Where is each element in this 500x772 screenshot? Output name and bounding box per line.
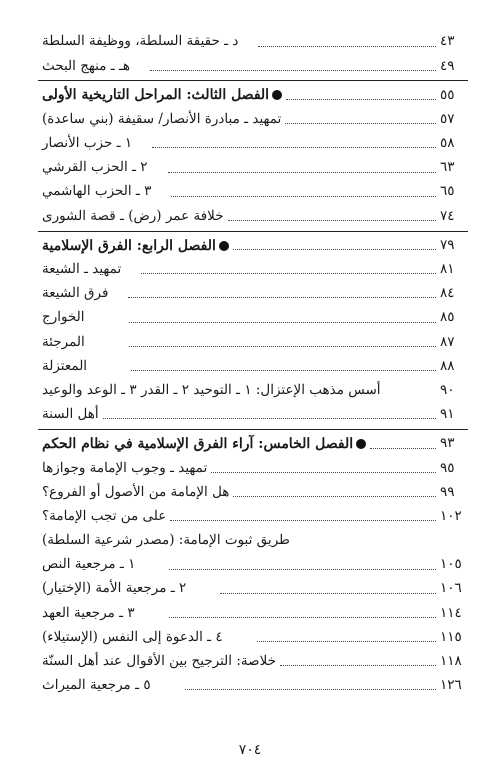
toc-entry-title: تمهيد ـ مبادرة الأنصار/ سقيفة (بني ساعدة) (42, 110, 282, 127)
toc-entry-page: ٥٨ (440, 135, 455, 152)
toc-entry-title: على من تجب الإمامة؟ (42, 507, 167, 524)
toc-entry (38, 456, 468, 480)
dot-leader (169, 617, 436, 618)
dot-leader (370, 448, 436, 449)
chapter-title: الفصل الثالث: المراحل التاريخية الأولى (42, 87, 270, 104)
dot-leader (233, 249, 436, 250)
toc-entry-page: ٨٧ (440, 333, 455, 350)
toc-entry-page: ٩٠ (440, 381, 455, 398)
dot-leader (171, 196, 436, 197)
toc-entry-page: ١٠٦ (440, 580, 462, 597)
toc-entry (38, 30, 468, 54)
toc-entry-page: ٨٥ (440, 309, 455, 326)
toc-entry-page: ٤٩ (440, 57, 455, 74)
toc-entry-title: هـ ـ منهج البحث (42, 57, 131, 74)
toc-entry-title: الخوارج (42, 309, 85, 326)
bullet-icon (219, 241, 229, 251)
toc-entry-title: ١ ـ مرجعية النص (42, 556, 136, 573)
chapter-title: الفصل الرابع: الفرق الإسلامية (42, 237, 216, 254)
toc-entry-title: هل الإمامة من الأصول أو الفروع؟ (42, 483, 230, 500)
section-divider (38, 231, 468, 232)
toc-chapter (38, 432, 468, 456)
dot-leader (220, 593, 436, 594)
dot-leader (233, 496, 436, 497)
toc-entry-title: تمهيد ـ وجوب الإمامة وجوازها (42, 459, 208, 476)
toc-entry-page: ٧٩ (440, 236, 455, 253)
toc-entry-page: ١١٤ (440, 604, 462, 621)
toc-entry-title: المعتزلة (42, 357, 88, 374)
toc-entry-title: أهل السنة (42, 406, 99, 423)
dot-leader (257, 641, 436, 642)
toc-entry-page: ٨٤ (440, 285, 455, 302)
toc-entry-page: ٩١ (440, 406, 455, 423)
toc-entry-title: تمهيد ـ الشيعة (42, 261, 122, 278)
toc-entry (38, 674, 468, 698)
toc-entry-page: ١١٨ (440, 653, 462, 670)
dot-leader (170, 520, 436, 521)
toc-entry-title: طريق ثبوت الإمامة: (مصدر شرعية السلطة) (42, 532, 290, 549)
dot-leader (129, 322, 436, 323)
toc-entry-page: ٨١ (440, 261, 455, 278)
toc-entry (38, 282, 468, 306)
toc-entry (38, 306, 468, 330)
toc-entry-title: فرق الشيعة (42, 285, 109, 302)
toc-chapter (38, 83, 468, 107)
toc-entry (38, 330, 468, 354)
toc-entry-page: ١٢٦ (440, 677, 462, 694)
toc-entry-title: خلاصة: الترجيح بين الأقوال عند أهل السنّة (42, 653, 276, 670)
dot-leader (285, 123, 436, 124)
toc-entry-title: ٣ ـ مرجعية العهد (42, 604, 135, 621)
toc-entry-title: خلافة عمر (رض) ـ قصة الشورى (42, 207, 224, 224)
toc-entry (38, 156, 468, 180)
toc-entry-title: ٤ ـ الدعوة إلى النفس (الإستيلاء) (42, 628, 223, 645)
toc-entry-title: أسس مذهب الإعتزال: ١ ـ التوحيد ٢ ـ القدر ٣ ـ الوعد والوعيد (42, 381, 381, 398)
dot-leader (258, 46, 436, 47)
toc-entry (38, 379, 468, 403)
toc-entry-title: ٢ ـ الحزب القرشي (42, 159, 148, 176)
toc-entry-title: ٥ ـ مرجعية الميراث (42, 677, 151, 694)
dot-leader (286, 99, 436, 100)
dot-leader (168, 172, 436, 173)
toc-entry (38, 505, 468, 529)
dot-leader (228, 220, 436, 221)
toc-entry-title: ٢ ـ مرجعية الأمة (الإختيار) (42, 580, 187, 597)
dot-leader (211, 472, 436, 473)
toc-entry-page: ٥٧ (440, 110, 455, 127)
bullet-icon (356, 439, 366, 449)
toc-entry (38, 354, 468, 378)
toc-entry (38, 480, 468, 504)
toc-entry (38, 403, 468, 427)
dot-leader (280, 665, 436, 666)
toc-entry (38, 529, 468, 553)
dot-leader (169, 569, 436, 570)
toc-chapter (38, 234, 468, 258)
toc-entry (38, 132, 468, 156)
toc-entry-page: ٦٣ (440, 159, 455, 176)
toc-entry (38, 204, 468, 228)
dot-leader (129, 346, 436, 347)
toc-entry-title: ٣ ـ الحزب الهاشمي (42, 183, 152, 200)
toc-entry-page: ٨٨ (440, 357, 455, 374)
toc-entry (38, 180, 468, 204)
toc-entry-page: ١١٥ (440, 628, 462, 645)
toc-entry (38, 553, 468, 577)
dot-leader (185, 689, 436, 690)
toc-entry-page: ٩٩ (440, 483, 455, 500)
dot-leader (152, 147, 436, 148)
toc-entry-page: ٥٥ (440, 86, 455, 103)
toc-entry (38, 258, 468, 282)
toc-entry-page: ٦٥ (440, 183, 455, 200)
toc-entry-title: المرجئة (42, 333, 85, 350)
toc-entry (38, 650, 468, 674)
dot-leader (128, 297, 436, 298)
toc-entry (38, 577, 468, 601)
table-of-contents (38, 30, 468, 698)
section-divider (38, 429, 468, 430)
toc-entry-page: ٧٤ (440, 207, 455, 224)
toc-entry-title: ١ ـ حزب الأنصار (42, 135, 133, 152)
toc-entry-page: ٩٥ (440, 459, 455, 476)
page-number: ٧٠٤ (238, 742, 262, 758)
bullet-icon (272, 90, 282, 100)
section-divider (38, 80, 468, 81)
dot-leader (141, 273, 436, 274)
toc-entry-title: د ـ حقيقة السلطة، ووظيفة السلطة (42, 33, 239, 50)
toc-entry-page: ٤٣ (440, 33, 455, 50)
dot-leader (103, 418, 436, 419)
toc-entry-page: ٩٣ (440, 435, 455, 452)
dot-leader (150, 70, 436, 71)
toc-entry-page: ١٠٢ (440, 507, 462, 524)
toc-entry (38, 108, 468, 132)
dot-leader (131, 370, 436, 371)
toc-entry (38, 54, 468, 78)
toc-entry (38, 626, 468, 650)
toc-entry (38, 601, 468, 625)
chapter-title: الفصل الخامس: آراء الفرق الإسلامية في نظام الحكم (42, 436, 354, 453)
toc-entry-page: ١٠٥ (440, 556, 462, 573)
